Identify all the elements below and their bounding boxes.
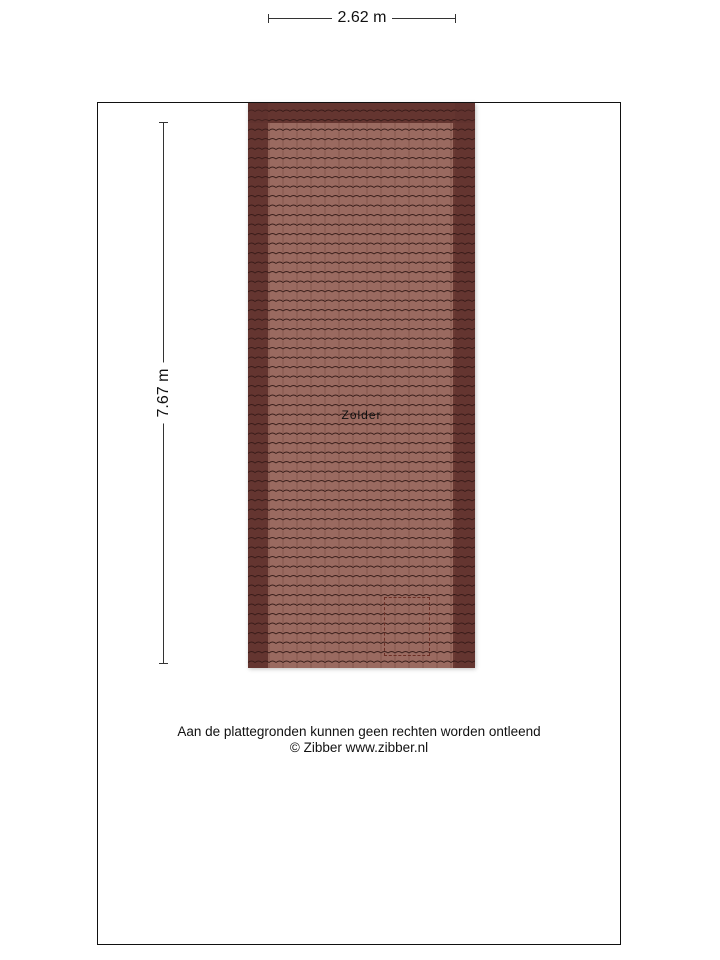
roof-hatch xyxy=(384,597,430,656)
height-dimension xyxy=(150,122,178,664)
width-dimension-label: 2.62 m xyxy=(268,8,456,28)
room-label-zolder: Zolder xyxy=(341,408,382,422)
height-dimension-label: 7.67 m xyxy=(155,363,173,424)
height-dimension-tick-bottom xyxy=(159,663,168,664)
disclaimer-line: Aan de plattegronden kunnen geen rechten worden ontleend xyxy=(177,724,541,739)
width-dimension xyxy=(268,8,456,28)
roof-tiles xyxy=(248,103,475,668)
roof-area xyxy=(248,103,475,668)
height-dimension-tick-top xyxy=(159,122,168,123)
disclaimer-text xyxy=(97,724,621,756)
copyright-line: © Zibber www.zibber.nl xyxy=(289,740,429,755)
